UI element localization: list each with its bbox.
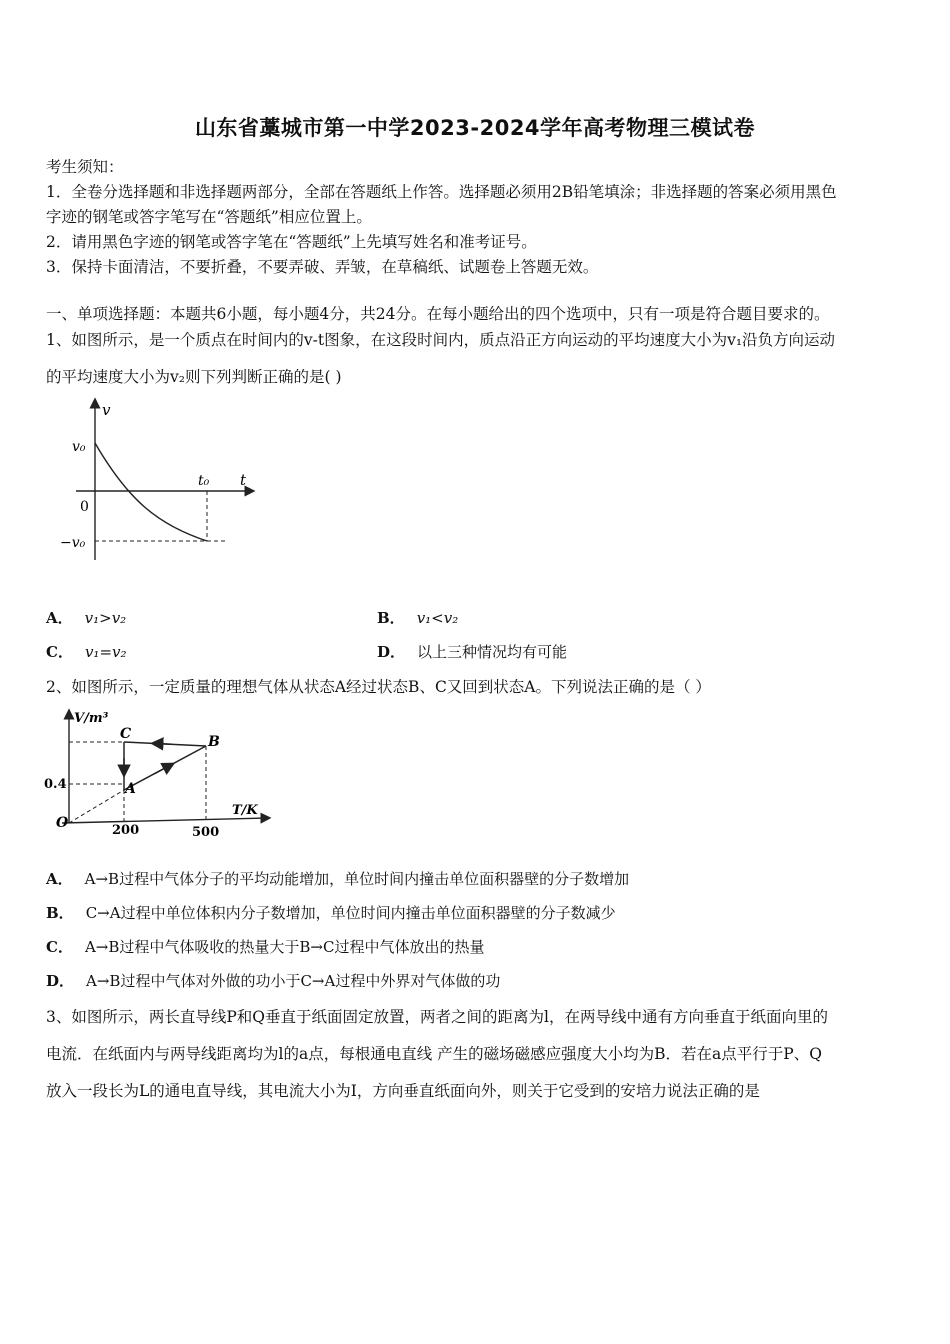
q1-curve <box>95 443 207 541</box>
q1-stem: 1、如图所示，是一个质点在时间内的v-t图象，在这段时间内，质点沿正方向运动的平均速度大小为v₁沿负方向运动 <box>46 331 836 349</box>
option-text: v₁>v₂ <box>84 609 127 627</box>
option-text: A→B过程中气体对外做的功小于C→A过程中外界对气体做的功 <box>86 972 501 990</box>
q2-point-b-label: B <box>208 734 220 750</box>
q2-500-label: 500 <box>192 825 220 840</box>
option-letter: D． <box>377 643 406 661</box>
option-text: v₁=v₂ <box>84 643 127 661</box>
option-letter: C． <box>46 643 73 661</box>
q2-t-label: T/K <box>232 803 258 818</box>
q1-t-label: t <box>240 471 247 489</box>
option-letter: B． <box>377 609 405 627</box>
q2-arrow-ab <box>154 766 170 775</box>
section-heading: 一、单项选择题：本题共6小题，每小题4分，共24分。在每小题给出的四个选项中，只有一项是符合题目要求的。 <box>46 305 830 323</box>
option-text: C→A过程中单位体积内分子数增加，单位时间内撞击单位面积器壁的分子数减少 <box>85 904 616 922</box>
q1-stem: 的平均速度大小为v₂则下列判断正确的是( ) <box>46 368 342 386</box>
notice-item: 3．保持卡面清洁，不要折叠，不要弄破、弄皱，在草稿纸、试题卷上答题无效。 <box>46 258 599 276</box>
option-letter: B． <box>46 904 74 922</box>
option-letter: A． <box>46 870 73 888</box>
q1-option-a[interactable] <box>46 607 126 628</box>
q2-option-c[interactable] <box>46 936 484 957</box>
q2-dashed-origin-a <box>69 790 124 823</box>
notice-item: 1．全卷分选择题和非选择题两部分，全部在答题纸上作答。选择题必须用2B铅笔填涂；非选择题的答案必须用黑色 <box>46 183 837 201</box>
q2-t-axis <box>62 818 266 823</box>
option-text: 以上三种情况均有可能 <box>417 643 568 661</box>
page-title: 山东省藁城市第一中学2023-2024学年高考物理三模试卷 <box>194 116 756 140</box>
q2-option-b[interactable] <box>46 902 616 923</box>
option-text: A→B过程中气体吸收的热量大于B→C过程中气体放出的热量 <box>84 938 485 956</box>
q2-point-c-label: C <box>120 726 132 742</box>
notice-heading: 考生须知： <box>46 158 124 176</box>
notice-item: 2．请用黑色字迹的钢笔或答字笔在“答题纸”上先填写姓名和准考证号。 <box>46 233 537 251</box>
q2-origin-label: O <box>56 815 69 831</box>
q2-vt-graph <box>44 706 274 841</box>
q2-v-label: V/m³ <box>74 711 109 726</box>
q1-neg-v0-label: −v₀ <box>60 535 86 551</box>
q2-0.4-label: 0.4 <box>44 777 67 792</box>
q1-option-b[interactable] <box>377 607 458 628</box>
q1-origin-label: 0 <box>80 499 89 515</box>
q3-stem: 3、如图所示，两长直导线P和Q垂直于纸面固定放置，两者之间的距离为l，在两导线中通有方向垂直于纸面向里的 <box>46 1008 828 1026</box>
option-letter: C． <box>46 938 73 956</box>
q2-200-label: 200 <box>112 823 140 838</box>
q1-option-c[interactable] <box>46 641 127 662</box>
q3-stem: 电流．在纸面内与两导线距离均为l的a点，每根通电直线 产生的磁场磁感应强度大小均为B．若在a点平行于P、Q <box>46 1045 822 1063</box>
option-letter: A． <box>46 609 73 627</box>
q3-stem: 放入一段长为L的通电直导线，其电流大小为I，方向垂直纸面向外，则关于它受到的安培力说法正确的是 <box>46 1082 760 1100</box>
option-text: A→B过程中气体分子的平均动能增加，单位时间内撞击单位面积器壁的分子数增加 <box>84 870 630 888</box>
q2-option-d[interactable] <box>46 970 500 991</box>
q1-vt-graph <box>58 395 258 570</box>
q2-point-a-label: A <box>125 781 136 797</box>
q1-v0-label: v₀ <box>72 439 86 455</box>
q2-arrow-bc <box>156 744 172 745</box>
q1-v-label: v <box>102 401 111 419</box>
q2-option-a[interactable] <box>46 868 629 889</box>
option-letter: D． <box>46 972 75 990</box>
notice-item: 字迹的钢笔或答字笔写在“答题纸”相应位置上。 <box>46 208 372 226</box>
q1-t0-label: t₀ <box>198 473 210 489</box>
q1-option-d[interactable] <box>377 641 567 662</box>
option-text: v₁<v₂ <box>416 609 459 627</box>
q2-stem: 2、如图所示，一定质量的理想气体从状态A经过状态B、C又回到状态A。下列说法正确的是（ ） <box>46 678 711 696</box>
